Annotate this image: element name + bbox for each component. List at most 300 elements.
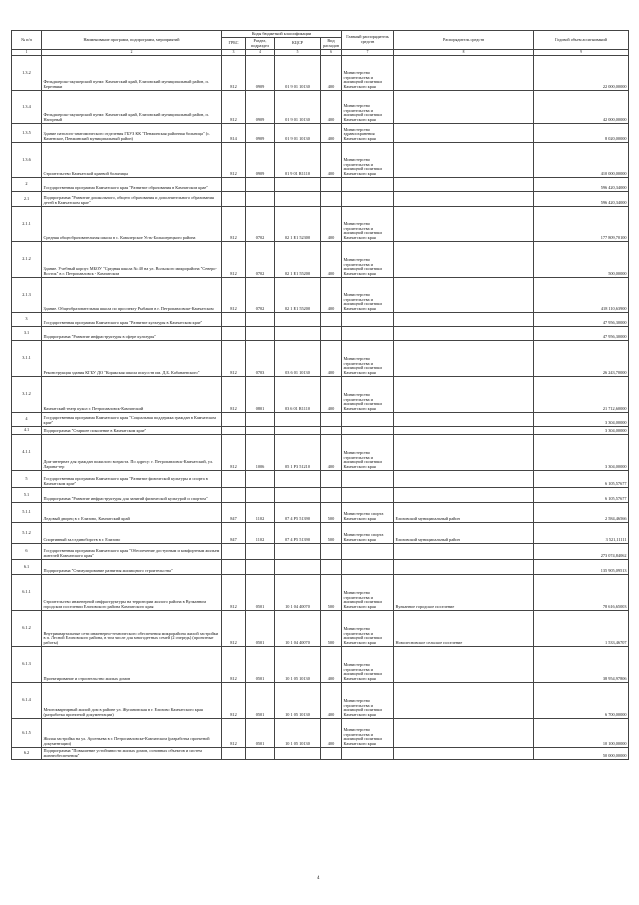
- row-grbs: 812: [222, 435, 246, 471]
- row-num: 2.1.1: [12, 207, 42, 242]
- row-vid: 400: [321, 207, 342, 242]
- row-num: 4.1.1: [12, 435, 42, 471]
- row-main-distributor: [342, 192, 394, 207]
- row-distributor: [394, 178, 534, 192]
- row-num: 5.1.2: [12, 523, 42, 544]
- row-vid: 400: [321, 124, 342, 143]
- row-razdel: 0702: [246, 242, 275, 278]
- row-vid: [321, 313, 342, 327]
- row-grbs: 812: [222, 719, 246, 748]
- row-distributor: [394, 207, 534, 242]
- table-row: [12, 413, 629, 427]
- table-header: [12, 31, 629, 56]
- row-distributor: [394, 488, 534, 503]
- row-vid: 400: [321, 377, 342, 413]
- table-row: [12, 278, 629, 313]
- row-vid: 400: [321, 647, 342, 683]
- row-distributor: [394, 719, 534, 748]
- row-main-distributor: [342, 413, 394, 427]
- row-distributor: [394, 647, 534, 683]
- row-razdel: 1006: [246, 435, 275, 471]
- row-razdel: 0909: [246, 91, 275, 124]
- row-kcsr: 10 1 05 10130: [275, 719, 321, 748]
- row-razdel: 0703: [246, 341, 275, 377]
- row-name: Здание. Учебный корпус МБОУ "Средняя школа № 40 на ул. Вольского микрорайона "Северо-Восток" в г. Петропавловск - Камчатском: [42, 242, 222, 278]
- row-main-distributor: [342, 327, 394, 341]
- row-annual-amount: 8 020,00000: [534, 124, 629, 143]
- row-num: 5.1.1: [12, 503, 42, 523]
- row-razdel: [246, 560, 275, 575]
- row-razdel: 0501: [246, 719, 275, 748]
- page-number: 4: [317, 876, 320, 881]
- row-razdel: 0501: [246, 683, 275, 719]
- row-num: 2.1.2: [12, 242, 42, 278]
- row-vid: [321, 471, 342, 488]
- row-vid: [321, 488, 342, 503]
- index-cell: 2: [42, 50, 222, 56]
- budget-table-sheet: [11, 30, 628, 760]
- row-name: Внутриквартальные сети инженерно-технического обеспечения микрорайона жилой застройки в п. Лесной Елизовского района, в том числе для многодетных семей (2 очередь) (проектные работы): [42, 611, 222, 647]
- row-grbs: [222, 427, 246, 435]
- row-distributor: Вулканное городское поселение: [394, 575, 534, 611]
- row-num: 2.1: [12, 192, 42, 207]
- row-main-distributor: [342, 488, 394, 503]
- row-name: Многоквартирный жилой дом в районе ул. Жупановская в г. Елизово Камчатского края (разработка проектной документации): [42, 683, 222, 719]
- row-num: 6.1.4: [12, 683, 42, 719]
- row-razdel: 0702: [246, 207, 275, 242]
- header-name: Наименование программ, подпрограмм, мероприятий: [42, 31, 222, 50]
- row-name: Подпрограмма "Развитие инфраструктуры для занятий физической культурой и спортом": [42, 488, 222, 503]
- row-distributor: Елизовский муниципальный район: [394, 523, 534, 544]
- row-name: Государственная программа Камчатского края "Развитие физической культуры и спорта в Камчатском крае": [42, 471, 222, 488]
- table-row: [12, 327, 629, 341]
- row-distributor: [394, 683, 534, 719]
- row-annual-amount: 135 905,09513: [534, 560, 629, 575]
- table-row: [12, 143, 629, 178]
- row-main-distributor: [342, 560, 394, 575]
- row-num: 6: [12, 544, 42, 560]
- row-grbs: 812: [222, 647, 246, 683]
- row-grbs: 812: [222, 341, 246, 377]
- row-main-distributor: Министерство строительства и жилищной политики Камчатского края: [342, 683, 394, 719]
- row-razdel: 0801: [246, 377, 275, 413]
- row-name: Строительство Камчатской краевой больницы: [42, 143, 222, 178]
- row-annual-amount: 21 712,60000: [534, 377, 629, 413]
- row-vid: [321, 427, 342, 435]
- row-main-distributor: Министерство строительства и жилищной политики Камчатского края: [342, 647, 394, 683]
- index-cell: 8: [394, 50, 534, 56]
- row-razdel: [246, 544, 275, 560]
- row-razdel: 0909: [246, 124, 275, 143]
- row-grbs: [222, 471, 246, 488]
- row-distributor: [394, 377, 534, 413]
- row-main-distributor: Министерство строительства и жилищной политики Камчатского края: [342, 242, 394, 278]
- header-main-distributor: Главный распорядитель средств: [342, 31, 394, 50]
- row-num: 6.2: [12, 748, 42, 760]
- row-main-distributor: [342, 748, 394, 760]
- row-kcsr: 01 9 01 10130: [275, 124, 321, 143]
- row-annual-amount: 10 100,00000: [534, 719, 629, 748]
- row-vid: 400: [321, 719, 342, 748]
- header-codes-group: Коды бюджетной классификации: [222, 31, 342, 38]
- row-vid: [321, 327, 342, 341]
- table-body: [12, 56, 629, 760]
- row-kcsr: [275, 192, 321, 207]
- row-main-distributor: Министерство строительства и жилищной политики Камчатского края: [342, 435, 394, 471]
- table-row: [12, 611, 629, 647]
- row-name: Государственная программа Камчатского края "Обеспечение доступным и комфортным жильем жителей Камчатского края": [42, 544, 222, 560]
- row-grbs: [222, 748, 246, 760]
- row-razdel: 0909: [246, 143, 275, 178]
- row-razdel: 0702: [246, 278, 275, 313]
- row-kcsr: [275, 748, 321, 760]
- header-distributor: Распорядитель средств: [394, 31, 534, 50]
- row-num: 1.3.6: [12, 143, 42, 178]
- row-distributor: [394, 278, 534, 313]
- row-grbs: 812: [222, 242, 246, 278]
- row-annual-amount: 596 420,34000: [534, 192, 629, 207]
- row-grbs: 812: [222, 377, 246, 413]
- row-razdel: [246, 327, 275, 341]
- row-grbs: 812: [222, 278, 246, 313]
- row-annual-amount: 273 074,84062: [534, 544, 629, 560]
- row-vid: 400: [321, 143, 342, 178]
- row-num: 5.1: [12, 488, 42, 503]
- row-grbs: 812: [222, 683, 246, 719]
- row-name: Реконструкция здания КГБУ ДО "Корякская школа искусств им. Д.Б. Кабанаевского": [42, 341, 222, 377]
- table-row: [12, 503, 629, 523]
- row-distributor: [394, 748, 534, 760]
- row-num: 6.1.1: [12, 575, 42, 611]
- row-annual-amount: 22 000,00000: [534, 56, 629, 91]
- table-row: [12, 207, 629, 242]
- row-razdel: 0501: [246, 647, 275, 683]
- row-razdel: [246, 192, 275, 207]
- row-kcsr: 10 1 04 40070: [275, 575, 321, 611]
- row-razdel: 0501: [246, 575, 275, 611]
- table-row: [12, 719, 629, 748]
- row-grbs: [222, 327, 246, 341]
- row-num: 4: [12, 413, 42, 427]
- row-annual-amount: 3 521,11111: [534, 523, 629, 544]
- row-num: 3.1.2: [12, 377, 42, 413]
- row-kcsr: [275, 413, 321, 427]
- index-cell: 5: [275, 50, 321, 56]
- row-num: 6.1.3: [12, 647, 42, 683]
- row-kcsr: 01 9 01 R1110: [275, 143, 321, 178]
- table-row: [12, 178, 629, 192]
- row-distributor: [394, 471, 534, 488]
- row-annual-amount: 2 584,46566: [534, 503, 629, 523]
- row-distributor: [394, 124, 534, 143]
- row-annual-amount: 3 304,00000: [534, 427, 629, 435]
- header-vid: Вид расходов: [321, 38, 342, 50]
- row-grbs: [222, 313, 246, 327]
- row-grbs: [222, 192, 246, 207]
- row-annual-amount: 1 533,46707: [534, 611, 629, 647]
- row-main-distributor: Министерство строительства и жилищной политики Камчатского края: [342, 143, 394, 178]
- row-main-distributor: Министерство строительства и жилищной политики Камчатского края: [342, 575, 394, 611]
- row-distributor: Новолесновское сельское поселение: [394, 611, 534, 647]
- row-name: Спортивный зал единоборств в г. Елизово: [42, 523, 222, 544]
- row-distributor: [394, 313, 534, 327]
- row-grbs: [222, 413, 246, 427]
- row-main-distributor: Министерство спорта Камчатского края: [342, 503, 394, 523]
- header-num: № п/п: [12, 31, 42, 50]
- row-name: Ледовый дворец в г. Елизово, Камчатский край: [42, 503, 222, 523]
- row-annual-amount: 6 700,00000: [534, 683, 629, 719]
- row-num: 2.1.3: [12, 278, 42, 313]
- row-num: 1.3.5: [12, 124, 42, 143]
- row-num: 1.3.2: [12, 56, 42, 91]
- row-main-distributor: Министерство строительства и жилищной политики Камчатского края: [342, 56, 394, 91]
- row-num: 6.1.5: [12, 719, 42, 748]
- row-name: Подпрограмма "Стимулирование развития жилищного строительства": [42, 560, 222, 575]
- table-row: [12, 683, 629, 719]
- table-row: [12, 748, 629, 760]
- row-kcsr: [275, 488, 321, 503]
- row-distributor: [394, 413, 534, 427]
- row-vid: 400: [321, 56, 342, 91]
- row-main-distributor: Министерство спорта Камчатского края: [342, 523, 394, 544]
- row-kcsr: 02 1 E1 52300: [275, 207, 321, 242]
- row-annual-amount: 418 110,63900: [534, 278, 629, 313]
- row-razdel: [246, 748, 275, 760]
- row-num: 1.3.4: [12, 91, 42, 124]
- row-vid: 400: [321, 242, 342, 278]
- row-kcsr: [275, 313, 321, 327]
- row-main-distributor: [342, 313, 394, 327]
- row-annual-amount: 177 809,70100: [534, 207, 629, 242]
- table-row: [12, 56, 629, 91]
- row-annual-amount: 38 954,97806: [534, 647, 629, 683]
- row-distributor: [394, 143, 534, 178]
- row-vid: 400: [321, 683, 342, 719]
- row-vid: 500: [321, 575, 342, 611]
- row-vid: 400: [321, 435, 342, 471]
- row-distributor: [394, 56, 534, 91]
- row-name: Дом-интернат для граждан пожилого возраста. По адресу: г. Петропавловск-Камчатский, ул. Ларина-тер: [42, 435, 222, 471]
- row-annual-amount: 3 304,00000: [534, 435, 629, 471]
- row-grbs: 812: [222, 143, 246, 178]
- row-main-distributor: [342, 544, 394, 560]
- index-cell: 4: [246, 50, 275, 56]
- header-annual: Годовой объем ассигнований: [534, 31, 629, 50]
- row-distributor: [394, 560, 534, 575]
- header-kcsr: КЦСР: [275, 38, 321, 50]
- row-main-distributor: Министерство строительства и жилищной политики Камчатского края: [342, 377, 394, 413]
- row-num: 6.1: [12, 560, 42, 575]
- row-grbs: [222, 560, 246, 575]
- table-row: [12, 647, 629, 683]
- row-name: Фельдшерско-акушерский пункт. Камчатский край, Елизовский муниципальный район, п. Нагорный: [42, 91, 222, 124]
- table-row: [12, 313, 629, 327]
- row-kcsr: 01 9 01 10130: [275, 56, 321, 91]
- row-grbs: 812: [222, 91, 246, 124]
- row-grbs: 812: [222, 575, 246, 611]
- row-razdel: [246, 488, 275, 503]
- row-num: 3.1: [12, 327, 42, 341]
- row-main-distributor: Министерство строительства и жилищной политики Камчатского края: [342, 719, 394, 748]
- table-row: [12, 124, 629, 143]
- table-row: [12, 575, 629, 611]
- row-kcsr: 02 1 E1 55200: [275, 278, 321, 313]
- row-vid: 500: [321, 523, 342, 544]
- row-razdel: [246, 178, 275, 192]
- table-row: [12, 471, 629, 488]
- row-distributor: [394, 242, 534, 278]
- row-name: Подпрограмма "Развитие дошкольного, общего образования и дополнительного образования детей в Камчатском крае": [42, 192, 222, 207]
- table-row: [12, 341, 629, 377]
- row-name: Государственная программа Камчатского края "Развитие образования в Камчатском крае": [42, 178, 222, 192]
- row-kcsr: 03 6 01 10130: [275, 341, 321, 377]
- row-vid: 400: [321, 91, 342, 124]
- table-row: [12, 192, 629, 207]
- row-razdel: 1102: [246, 503, 275, 523]
- row-main-distributor: [342, 427, 394, 435]
- row-kcsr: 05 1 P3 51210: [275, 435, 321, 471]
- row-kcsr: 01 9 01 10130: [275, 91, 321, 124]
- row-kcsr: [275, 427, 321, 435]
- table-row: [12, 488, 629, 503]
- row-grbs: 812: [222, 207, 246, 242]
- row-kcsr: 07 4 P5 51390: [275, 503, 321, 523]
- row-distributor: [394, 544, 534, 560]
- row-name: Подпрограмма "Повышение устойчивости жилых домов, основных объектов и систем жизнеобеспечения": [42, 748, 222, 760]
- index-cell: 6: [321, 50, 342, 56]
- row-vid: [321, 748, 342, 760]
- row-name: Строительство инженерной инфраструктуры на территории жилого района в Вулканном городском поселении Елизовского района Камчатского края: [42, 575, 222, 611]
- row-distributor: [394, 435, 534, 471]
- row-name: Жилая застройка на ул. Арсеньева в г. Петропавловске-Камчатском (разработка проектной документации): [42, 719, 222, 748]
- row-name: Проектирование и строительство жилых домов: [42, 647, 222, 683]
- row-main-distributor: Министерство строительства и жилищной политики Камчатского края: [342, 278, 394, 313]
- row-kcsr: [275, 178, 321, 192]
- row-num: 4.1: [12, 427, 42, 435]
- row-kcsr: 07 4 P5 51390: [275, 523, 321, 544]
- index-cell: 9: [534, 50, 629, 56]
- budget-table: [11, 30, 629, 760]
- row-grbs: [222, 488, 246, 503]
- row-distributor: [394, 341, 534, 377]
- row-main-distributor: [342, 471, 394, 488]
- row-razdel: [246, 313, 275, 327]
- row-grbs: 812: [222, 56, 246, 91]
- row-kcsr: [275, 560, 321, 575]
- index-cell: 1: [12, 50, 42, 56]
- row-name: Здание патолого-анатомического отделения ГБУЗ КК "Пенжинская районная больница" (с. Каменское, Пенжинский муниципальный район): [42, 124, 222, 143]
- row-annual-amount: 6 105,57677: [534, 488, 629, 503]
- row-num: 5: [12, 471, 42, 488]
- row-main-distributor: Министерство строительства и жилищной политики Камчатского края: [342, 341, 394, 377]
- row-grbs: 812: [222, 611, 246, 647]
- row-vid: [321, 560, 342, 575]
- index-cell: 3: [222, 50, 246, 56]
- row-razdel: [246, 427, 275, 435]
- row-distributor: [394, 192, 534, 207]
- row-name: Средняя общеобразовательная школа в с. Кавалерское Усть-Большерецкого района: [42, 207, 222, 242]
- row-kcsr: 03 6 01 R1110: [275, 377, 321, 413]
- row-vid: 400: [321, 341, 342, 377]
- row-distributor: [394, 91, 534, 124]
- row-grbs: [222, 544, 246, 560]
- index-cell: 7: [342, 50, 394, 56]
- row-distributor: [394, 327, 534, 341]
- row-num: 3: [12, 313, 42, 327]
- row-razdel: 0909: [246, 56, 275, 91]
- header-razdel: Раздел, подраздел: [246, 38, 275, 50]
- row-kcsr: [275, 471, 321, 488]
- row-annual-amount: 50 000,00000: [534, 748, 629, 760]
- row-annual-amount: 42 000,00000: [534, 91, 629, 124]
- row-razdel: 0501: [246, 611, 275, 647]
- row-annual-amount: 6 105,57677: [534, 471, 629, 488]
- row-kcsr: 10 1 05 10130: [275, 683, 321, 719]
- row-grbs: 847: [222, 523, 246, 544]
- table-row: [12, 427, 629, 435]
- row-annual-amount: 78 616,65003: [534, 575, 629, 611]
- row-annual-amount: 410 000,00000: [534, 143, 629, 178]
- row-annual-amount: 596 420,34000: [534, 178, 629, 192]
- row-annual-amount: 26 243,70000: [534, 341, 629, 377]
- row-grbs: [222, 178, 246, 192]
- row-razdel: 1102: [246, 523, 275, 544]
- row-num: 2: [12, 178, 42, 192]
- row-razdel: [246, 413, 275, 427]
- row-vid: [321, 192, 342, 207]
- row-name: Фельдшерско-акушерский пункт. Камчатский край, Елизовский муниципальный район, п. Березняки: [42, 56, 222, 91]
- row-distributor: Елизовский муниципальный район: [394, 503, 534, 523]
- row-annual-amount: 47 956,30000: [534, 327, 629, 341]
- row-vid: [321, 178, 342, 192]
- table-row: [12, 242, 629, 278]
- row-name: Подпрограмма "Развитие инфраструктуры в сфере культуры": [42, 327, 222, 341]
- row-name: Здание. Общеобразовательная школа по проспекту Рыбаков в г. Петропавловске-Камчатском: [42, 278, 222, 313]
- row-annual-amount: 3 304,00000: [534, 413, 629, 427]
- row-vid: 500: [321, 503, 342, 523]
- row-num: 6.1.2: [12, 611, 42, 647]
- row-main-distributor: Министерство строительства и жилищной политики Камчатского края: [342, 207, 394, 242]
- header-grbs: ГРБС: [222, 38, 246, 50]
- row-kcsr: 10 1 04 40070: [275, 611, 321, 647]
- row-vid: [321, 544, 342, 560]
- row-name: Государственная программа Камчатского края "Развитие культуры в Камчатском крае": [42, 313, 222, 327]
- row-main-distributor: [342, 178, 394, 192]
- row-grbs: 847: [222, 503, 246, 523]
- row-distributor: [394, 427, 534, 435]
- row-main-distributor: Министерство здравоохранения Камчатского края: [342, 124, 394, 143]
- row-name: Камчатский театр кукол г. Петропавловск-Камчатский: [42, 377, 222, 413]
- row-kcsr: 02 1 E1 55200: [275, 242, 321, 278]
- table-row: [12, 560, 629, 575]
- table-row: [12, 544, 629, 560]
- row-main-distributor: Министерство строительства и жилищной политики Камчатского края: [342, 91, 394, 124]
- row-vid: 500: [321, 611, 342, 647]
- row-kcsr: [275, 544, 321, 560]
- row-annual-amount: 47 956,30000: [534, 313, 629, 327]
- row-kcsr: 10 1 05 10130: [275, 647, 321, 683]
- table-row: [12, 91, 629, 124]
- row-num: 3.1.1: [12, 341, 42, 377]
- row-name: Подпрограмма "Старшее поколение в Камчатском крае": [42, 427, 222, 435]
- row-annual-amount: 500,00000: [534, 242, 629, 278]
- table-row: [12, 377, 629, 413]
- table-row: [12, 435, 629, 471]
- row-razdel: [246, 471, 275, 488]
- row-main-distributor: Министерство строительства и жилищной политики Камчатского края: [342, 611, 394, 647]
- row-vid: [321, 413, 342, 427]
- row-vid: 400: [321, 278, 342, 313]
